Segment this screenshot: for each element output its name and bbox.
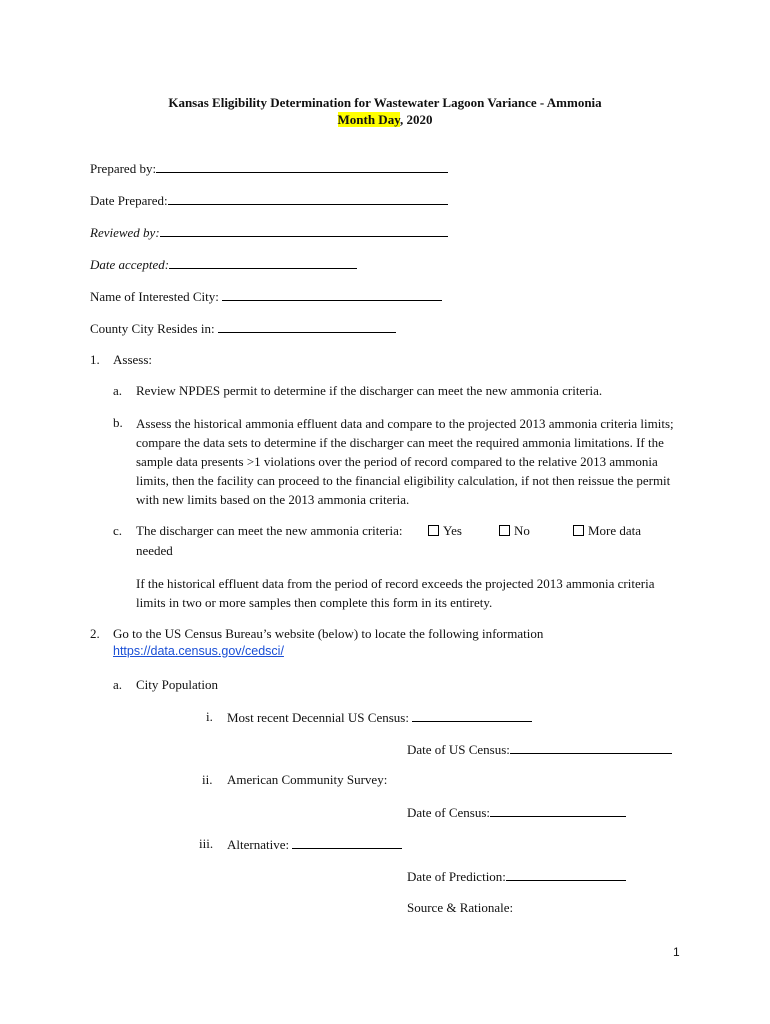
item-2a-text: City Population [136,677,218,692]
section-2-number: 2. [90,626,100,641]
item-1b-text: Assess the historical ammonia effluent data and compare to the projected 2013 ammonia criteria limits; compare the data sets to determine if the discharger can meet the required ammonia limitations. If the sample data presents >1 violations over the period of record compared to the relative 2013 ammonia limits, then the facility can proceed to the financial eligibility calculation, if not then reissue the permit with new limits based on the 2013 ammonia criteria. [136,416,674,507]
census-link[interactable]: https://data.census.gov/cedsci/ [113,644,284,658]
item-1c-text: The discharger can meet the new ammonia criteria: [136,523,403,538]
alternative-label: Alternative: [227,837,290,852]
item-2a-ii-marker: ii. [202,772,213,787]
item-1a-marker: a. [113,383,123,398]
date-of-census-field [407,804,626,821]
document-date [0,112,770,128]
census-link-line [113,643,284,659]
document-title: Kansas Eligibility Determination for Wastewater Lagoon Variance - Ammonia [168,95,602,110]
section-1-label: Assess: [113,352,153,367]
alternative-field [227,836,402,853]
reviewed-by-label: Reviewed by: [90,225,160,240]
date-of-prediction-field [407,868,626,885]
city-name-label: Name of Interested City: [90,289,219,304]
date-us-census-label: Date of US Census: [407,742,510,757]
option-no[interactable] [499,523,530,539]
date-accepted-field [90,256,357,273]
date-placeholder-highlight: Month Day [337,112,400,127]
item-2a-iii-marker: iii. [199,836,214,851]
item-2a-i-marker: i. [206,709,213,724]
county-blank[interactable] [218,320,396,333]
item-1c-marker: c. [113,523,123,538]
date-prepared-blank[interactable] [168,192,448,205]
section-1-number: 1. [90,352,100,367]
date-of-census-label: Date of Census: [407,805,491,820]
option-more-data[interactable] [573,523,641,539]
date-of-prediction-blank[interactable] [506,868,626,881]
decennial-census-blank[interactable] [412,709,532,722]
date-year: , 2020 [399,112,433,127]
option-yes[interactable] [428,523,462,539]
more-data-checkbox[interactable] [573,525,584,536]
date-us-census-field [407,741,672,758]
prepared-by-field [90,160,448,177]
page-number: 1 [673,945,680,959]
prepared-by-blank[interactable] [156,160,448,173]
option-no-label: No [514,523,530,538]
date-of-prediction-label: Date of Prediction: [407,869,506,884]
decennial-census-field [227,709,532,726]
date-us-census-blank[interactable] [510,741,672,754]
item-1a-text: Review NPDES permit to determine if the discharger can meet the new ammonia criteria. [136,383,603,398]
decennial-census-label: Most recent Decennial US Census: [227,710,409,725]
item-1b-marker: b. [113,415,123,430]
city-name-field [90,288,442,305]
no-checkbox[interactable] [499,525,510,536]
item-2a-marker: a. [113,677,123,692]
date-accepted-label: Date accepted: [90,257,170,272]
source-rationale-label: Source & Rationale: [407,900,514,915]
reviewed-by-blank[interactable] [160,224,448,237]
reviewed-by-field [90,224,448,241]
item-1c-continuation: needed [136,543,173,558]
date-prepared-field [90,192,448,209]
yes-checkbox[interactable] [428,525,439,536]
date-accepted-blank[interactable] [169,256,357,269]
prepared-by-label: Prepared by: [90,161,157,176]
date-of-census-blank[interactable] [490,804,626,817]
section-2-label: Go to the US Census Bureau’s website (below) to locate the following information [113,626,544,641]
acs-label: American Community Survey: [227,772,388,787]
section-1-note: If the historical effluent data from the period of record exceeds the projected 2013 ammonia criteria limits in two or more samples then complete this form in its entirety. [136,576,655,610]
date-prepared-label: Date Prepared: [90,193,168,208]
city-name-blank[interactable] [222,288,442,301]
county-label: County City Resides in: [90,321,215,336]
option-more-data-label: More data [588,523,642,538]
county-field [90,320,396,337]
option-yes-label: Yes [443,523,462,538]
alternative-blank[interactable] [292,836,402,849]
